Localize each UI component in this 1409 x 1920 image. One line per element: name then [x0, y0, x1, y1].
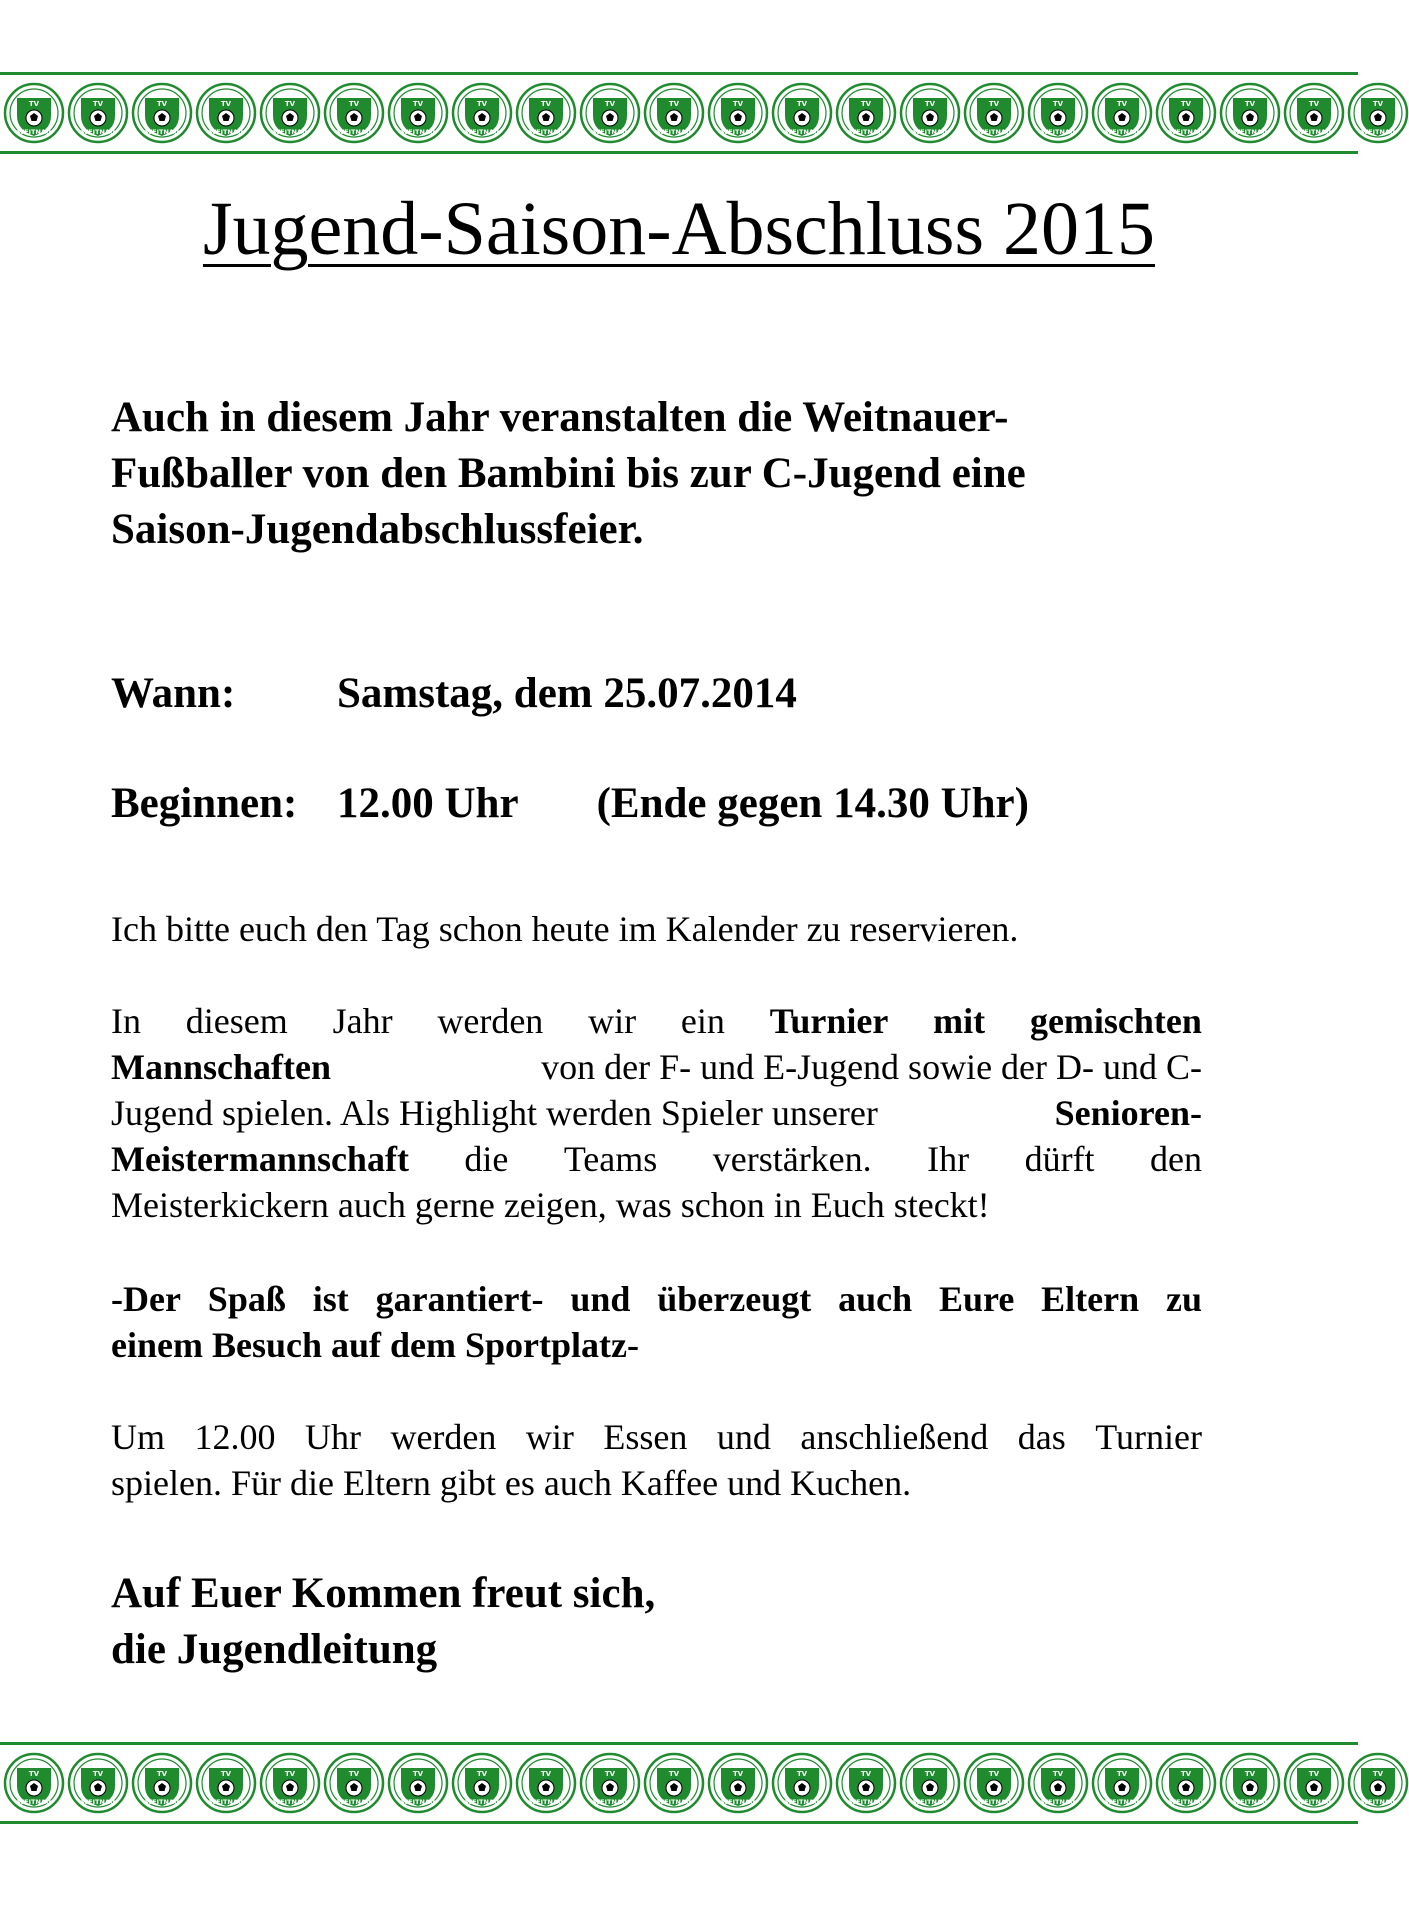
intro-line: Fußballer von den Bambini bis zur C-Jugend eine: [111, 450, 1026, 497]
word: und: [716, 1417, 771, 1457]
border-rule: [0, 72, 1358, 75]
svg-text:TV: TV: [348, 1770, 360, 1778]
text-run: einem Besuch auf dem Sportplatz-: [111, 1325, 639, 1365]
svg-text:WEITNAU: WEITNAU: [1360, 1798, 1396, 1806]
svg-text:TV: TV: [156, 1770, 168, 1778]
word: mit: [933, 1001, 986, 1041]
logo-row: [3, 1752, 1409, 1814]
word: die: [464, 1139, 509, 1179]
svg-text:TV: TV: [412, 100, 424, 108]
word: zu: [1165, 1279, 1202, 1319]
word: In: [111, 1001, 141, 1041]
soccer-ball-crest-icon: [835, 82, 897, 144]
svg-text:TV: TV: [604, 1770, 616, 1778]
text-run: Meisterkickern auch gerne zeigen, was schon in Euch steckt!: [111, 1185, 990, 1225]
svg-text:TV: TV: [1244, 100, 1256, 108]
soccer-ball-crest-icon: [1347, 1752, 1409, 1814]
svg-text:TV: TV: [92, 1770, 104, 1778]
border-rule: [0, 1742, 1358, 1745]
svg-text:WEITNAU: WEITNAU: [1232, 128, 1268, 136]
svg-text:WEITNAU: WEITNAU: [784, 1798, 820, 1806]
word: anschließend: [800, 1417, 989, 1457]
svg-text:WEITNAU: WEITNAU: [464, 128, 500, 136]
svg-text:WEITNAU: WEITNAU: [208, 128, 244, 136]
soccer-ball-crest-icon: [67, 1752, 129, 1814]
soccer-ball-crest-icon: [963, 1752, 1025, 1814]
when-row: [111, 666, 797, 722]
svg-text:TV: TV: [924, 1770, 936, 1778]
svg-text:WEITNAU: WEITNAU: [976, 128, 1012, 136]
svg-text:TV: TV: [348, 100, 360, 108]
svg-text:TV: TV: [220, 100, 232, 108]
svg-text:WEITNAU: WEITNAU: [144, 1798, 180, 1806]
svg-text:TV: TV: [28, 1770, 40, 1778]
word: auch: [838, 1279, 913, 1319]
soccer-ball-crest-icon: [1155, 82, 1217, 144]
svg-text:WEITNAU: WEITNAU: [976, 1798, 1012, 1806]
svg-text:TV: TV: [1116, 1770, 1128, 1778]
soccer-ball-crest-icon: [579, 82, 641, 144]
svg-text:TV: TV: [1052, 100, 1064, 108]
word: überzeugt: [657, 1279, 812, 1319]
intro-paragraph: [111, 390, 1211, 558]
para-line: [111, 1044, 1202, 1090]
soccer-ball-crest-icon: [259, 1752, 321, 1814]
soccer-ball-crest-icon: [1219, 82, 1281, 144]
soccer-ball-crest-icon: [1091, 82, 1153, 144]
soccer-ball-crest-icon: [1027, 82, 1089, 144]
svg-text:WEITNAU: WEITNAU: [1360, 128, 1396, 136]
svg-text:TV: TV: [92, 100, 104, 108]
word: -Der: [111, 1279, 181, 1319]
intro-line: Auch in diesem Jahr veranstalten die Weitnauer-: [111, 394, 1009, 441]
svg-text:WEITNAU: WEITNAU: [656, 128, 692, 136]
word: Senioren-: [1054, 1093, 1202, 1133]
soccer-ball-crest-icon: [771, 82, 833, 144]
svg-text:WEITNAU: WEITNAU: [848, 128, 884, 136]
soccer-ball-crest-icon: [3, 1752, 65, 1814]
svg-text:WEITNAU: WEITNAU: [528, 1798, 564, 1806]
svg-text:TV: TV: [1372, 100, 1384, 108]
svg-text:WEITNAU: WEITNAU: [400, 1798, 436, 1806]
svg-text:WEITNAU: WEITNAU: [1168, 1798, 1204, 1806]
svg-text:TV: TV: [284, 100, 296, 108]
para-line: [111, 1090, 1202, 1136]
svg-text:TV: TV: [988, 100, 1000, 108]
soccer-ball-crest-icon: [643, 1752, 705, 1814]
soccer-ball-crest-icon: [451, 1752, 513, 1814]
begin-label: Beginnen:: [111, 780, 298, 827]
svg-text:TV: TV: [540, 1770, 552, 1778]
soccer-ball-crest-icon: [195, 1752, 257, 1814]
para-line: [111, 1276, 1202, 1322]
soccer-ball-crest-icon: [515, 1752, 577, 1814]
svg-text:WEITNAU: WEITNAU: [912, 128, 948, 136]
text-run: spielen. Für die Eltern gibt es auch Kaffee und Kuchen.: [111, 1463, 912, 1503]
word: Essen: [603, 1417, 688, 1457]
para-line: [111, 1414, 1202, 1460]
svg-text:TV: TV: [668, 1770, 680, 1778]
word: Ihr: [927, 1139, 970, 1179]
soccer-ball-crest-icon: [1155, 1752, 1217, 1814]
border-rule: [0, 151, 1358, 154]
soccer-ball-crest-icon: [1347, 82, 1409, 144]
word: Uhr: [304, 1417, 361, 1457]
soccer-ball-crest-icon: [259, 82, 321, 144]
soccer-ball-crest-icon: [387, 1752, 449, 1814]
soccer-ball-crest-icon: [707, 1752, 769, 1814]
svg-text:WEITNAU: WEITNAU: [784, 128, 820, 136]
svg-text:WEITNAU: WEITNAU: [720, 128, 756, 136]
svg-text:WEITNAU: WEITNAU: [16, 1798, 52, 1806]
word: Um: [111, 1417, 165, 1457]
logo-row: [3, 82, 1409, 144]
svg-text:TV: TV: [604, 100, 616, 108]
word: Meistermannschaft: [111, 1139, 409, 1179]
closing: [111, 1566, 655, 1678]
svg-text:TV: TV: [540, 100, 552, 108]
title-text: Jugend-Saison-Abschluss 2015: [202, 187, 1156, 271]
word: gemischten: [1029, 1001, 1202, 1041]
word: dürft: [1024, 1139, 1095, 1179]
soccer-ball-crest-icon: [323, 1752, 385, 1814]
food-paragraph: [111, 1414, 1202, 1506]
svg-text:TV: TV: [860, 100, 872, 108]
para-line: [111, 998, 1202, 1044]
svg-text:WEITNAU: WEITNAU: [592, 1798, 628, 1806]
signature-line: die Jugendleitung: [111, 1626, 438, 1673]
svg-text:TV: TV: [1116, 100, 1128, 108]
svg-text:WEITNAU: WEITNAU: [464, 1798, 500, 1806]
soccer-ball-crest-icon: [835, 1752, 897, 1814]
closing-line: Auf Euer Kommen freut sich,: [111, 1570, 656, 1617]
svg-text:TV: TV: [28, 100, 40, 108]
soccer-ball-crest-icon: [579, 1752, 641, 1814]
soccer-ball-crest-icon: [131, 1752, 193, 1814]
border-rule: [0, 1821, 1358, 1824]
word: wir: [588, 1001, 637, 1041]
svg-text:WEITNAU: WEITNAU: [144, 128, 180, 136]
svg-text:TV: TV: [412, 1770, 424, 1778]
word: garantiert-: [375, 1279, 544, 1319]
soccer-ball-crest-icon: [1219, 1752, 1281, 1814]
soccer-ball-crest-icon: [3, 82, 65, 144]
para-line: [111, 906, 1202, 952]
soccer-ball-crest-icon: [1283, 1752, 1345, 1814]
para-line: [111, 1322, 1202, 1368]
soccer-ball-crest-icon: [1091, 1752, 1153, 1814]
soccer-ball-crest-icon: [131, 82, 193, 144]
word: Mannschaften: [111, 1047, 332, 1087]
svg-text:TV: TV: [1372, 1770, 1384, 1778]
begin-value: 12.00 Uhr: [337, 780, 519, 827]
svg-text:WEITNAU: WEITNAU: [400, 128, 436, 136]
soccer-ball-crest-icon: [963, 82, 1025, 144]
svg-text:TV: TV: [732, 100, 744, 108]
svg-text:WEITNAU: WEITNAU: [1040, 128, 1076, 136]
svg-text:WEITNAU: WEITNAU: [1040, 1798, 1076, 1806]
svg-text:WEITNAU: WEITNAU: [1232, 1798, 1268, 1806]
soccer-ball-crest-icon: [771, 1752, 833, 1814]
soccer-ball-crest-icon: [387, 82, 449, 144]
para-line: [111, 1460, 1202, 1506]
svg-text:TV: TV: [476, 100, 488, 108]
soccer-ball-crest-icon: [707, 82, 769, 144]
soccer-ball-crest-icon: [323, 82, 385, 144]
text-run: von der F- und E-Jugend sowie der D- und C-: [541, 1047, 1202, 1087]
svg-text:WEITNAU: WEITNAU: [528, 128, 564, 136]
svg-text:WEITNAU: WEITNAU: [272, 1798, 308, 1806]
word: diesem: [185, 1001, 288, 1041]
svg-text:TV: TV: [1052, 1770, 1064, 1778]
svg-text:TV: TV: [1180, 1770, 1192, 1778]
svg-text:WEITNAU: WEITNAU: [80, 128, 116, 136]
word: Turnier: [1095, 1417, 1202, 1457]
top-logo-border: [0, 72, 1396, 154]
word: Eure: [938, 1279, 1015, 1319]
svg-text:TV: TV: [796, 100, 808, 108]
word: Jahr: [332, 1001, 393, 1041]
svg-text:WEITNAU: WEITNAU: [1104, 1798, 1140, 1806]
word: das: [1017, 1417, 1066, 1457]
svg-text:TV: TV: [860, 1770, 872, 1778]
soccer-ball-crest-icon: [899, 82, 961, 144]
svg-text:TV: TV: [284, 1770, 296, 1778]
svg-text:WEITNAU: WEITNAU: [1104, 128, 1140, 136]
word: werden: [437, 1001, 544, 1041]
word: Turnier: [769, 1001, 889, 1041]
svg-text:WEITNAU: WEITNAU: [272, 128, 308, 136]
word: Teams: [563, 1139, 658, 1179]
soccer-ball-crest-icon: [451, 82, 513, 144]
svg-text:TV: TV: [1180, 100, 1192, 108]
fun-paragraph: [111, 1276, 1202, 1368]
word: 12.00: [194, 1417, 276, 1457]
begin-row: [111, 776, 1029, 832]
word: ist: [312, 1279, 349, 1319]
soccer-ball-crest-icon: [515, 82, 577, 144]
para-line: [111, 1136, 1202, 1182]
svg-text:TV: TV: [476, 1770, 488, 1778]
svg-text:WEITNAU: WEITNAU: [592, 128, 628, 136]
reserve-paragraph: [111, 906, 1202, 952]
word: wir: [525, 1417, 574, 1457]
svg-text:TV: TV: [668, 100, 680, 108]
svg-text:WEITNAU: WEITNAU: [80, 1798, 116, 1806]
svg-text:WEITNAU: WEITNAU: [336, 128, 372, 136]
svg-text:WEITNAU: WEITNAU: [848, 1798, 884, 1806]
svg-text:WEITNAU: WEITNAU: [208, 1798, 244, 1806]
word: verstärken.: [712, 1139, 872, 1179]
svg-text:TV: TV: [732, 1770, 744, 1778]
page-title: [0, 188, 1358, 272]
svg-text:WEITNAU: WEITNAU: [16, 128, 52, 136]
svg-text:TV: TV: [156, 100, 168, 108]
tournament-paragraph: [111, 998, 1202, 1228]
svg-text:WEITNAU: WEITNAU: [656, 1798, 692, 1806]
soccer-ball-crest-icon: [1027, 1752, 1089, 1814]
reserve-text: Ich bitte euch den Tag schon heute im Kalender zu reservieren.: [111, 909, 1019, 949]
svg-text:TV: TV: [1244, 1770, 1256, 1778]
svg-text:TV: TV: [1308, 1770, 1320, 1778]
svg-text:WEITNAU: WEITNAU: [912, 1798, 948, 1806]
word: Spaß: [207, 1279, 286, 1319]
soccer-ball-crest-icon: [643, 82, 705, 144]
svg-text:WEITNAU: WEITNAU: [1296, 128, 1332, 136]
word: Eltern: [1041, 1279, 1140, 1319]
word: ein: [680, 1001, 725, 1041]
intro-line: Saison-Jugendabschlussfeier.: [111, 506, 644, 553]
bottom-logo-border: [0, 1742, 1396, 1824]
soccer-ball-crest-icon: [67, 82, 129, 144]
soccer-ball-crest-icon: [899, 1752, 961, 1814]
svg-text:WEITNAU: WEITNAU: [720, 1798, 756, 1806]
soccer-ball-crest-icon: [1283, 82, 1345, 144]
svg-text:WEITNAU: WEITNAU: [1296, 1798, 1332, 1806]
text-run: Jugend spielen. Als Highlight werden Spieler unserer: [111, 1093, 878, 1133]
end-time: (Ende gegen 14.30 Uhr): [596, 780, 1029, 827]
svg-text:TV: TV: [1308, 100, 1320, 108]
svg-text:WEITNAU: WEITNAU: [336, 1798, 372, 1806]
word: den: [1150, 1139, 1202, 1179]
when-value: Samstag, dem 25.07.2014: [337, 670, 797, 717]
when-label: Wann:: [111, 670, 236, 717]
soccer-ball-crest-icon: [195, 82, 257, 144]
para-line: [111, 1182, 1202, 1228]
svg-text:TV: TV: [796, 1770, 808, 1778]
svg-text:TV: TV: [988, 1770, 1000, 1778]
word: werden: [390, 1417, 497, 1457]
svg-text:TV: TV: [924, 100, 936, 108]
svg-text:WEITNAU: WEITNAU: [1168, 128, 1204, 136]
svg-text:TV: TV: [220, 1770, 232, 1778]
word: und: [570, 1279, 631, 1319]
